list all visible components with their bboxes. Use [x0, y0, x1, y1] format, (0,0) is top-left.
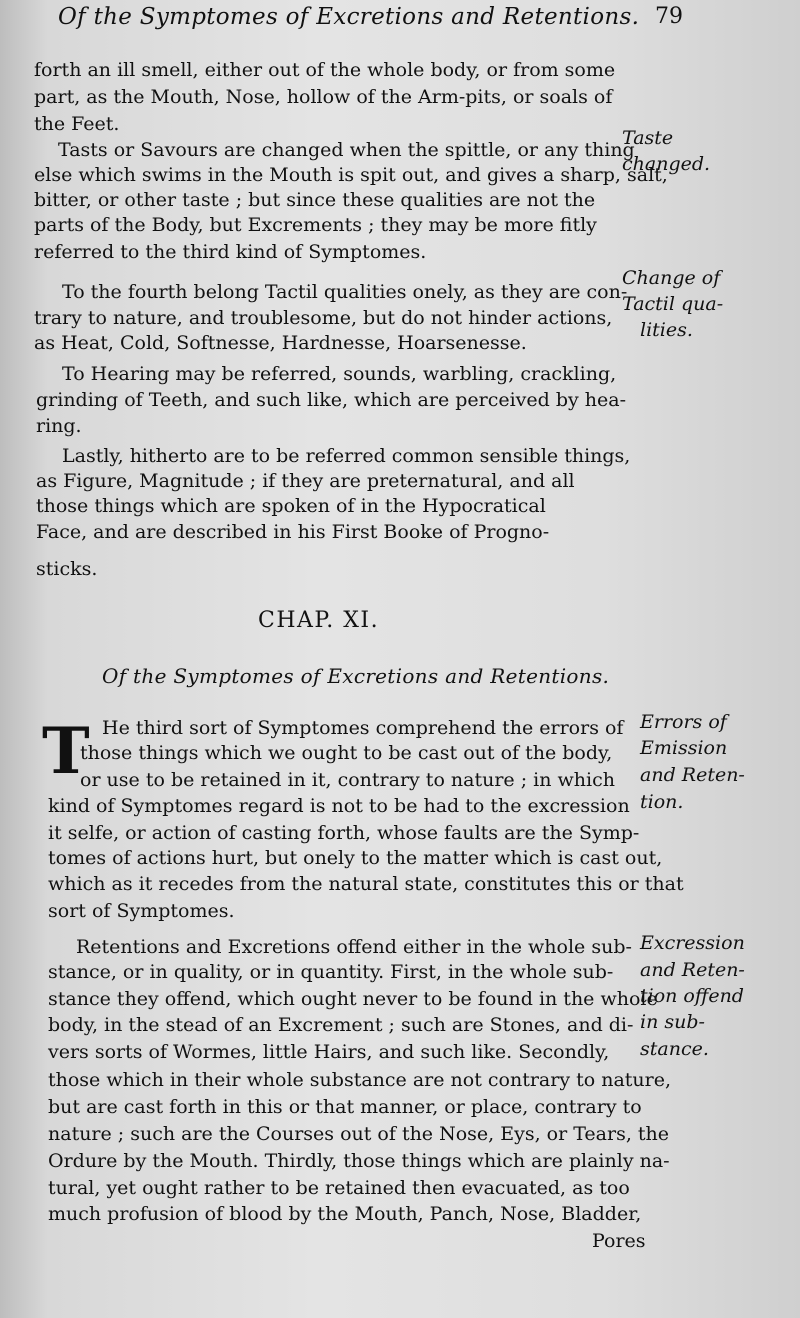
text-line: much profusion of blood by the Mouth, Panch, Nose, Bladder, — [48, 1203, 642, 1225]
text-line: referred to the third kind of Symptomes. — [34, 241, 427, 263]
chapter-subtitle: Of the Symptomes of Excretions and Retentions. — [102, 664, 610, 688]
text-line: as Figure, Magnitude ; if they are preternatural, and all — [36, 470, 575, 492]
text-line: tural, yet ought rather to be retained then evacuated, as too — [48, 1177, 630, 1199]
margin-note: stance. — [640, 1038, 709, 1060]
text-line: body, in the stead of an Excrement ; such are Stones, and di- — [48, 1014, 634, 1036]
text-line: it selfe, or action of casting forth, whose faults are the Symp- — [48, 822, 640, 844]
text-line: Retentions and Excretions offend either in the whole sub- — [76, 936, 632, 958]
text-line: He third sort of Symptomes comprehend the errors of — [102, 717, 624, 739]
text-line: grinding of Teeth, and such like, which are perceived by hea- — [36, 389, 627, 411]
text-line: tomes of actions hurt, but onely to the matter which is cast out, — [48, 847, 663, 869]
text-line: bitter, or other taste ; but since these qualities are not the — [34, 189, 596, 211]
margin-note: Excression — [640, 932, 745, 954]
text-line: Lastly, hitherto are to be referred common sensible things, — [62, 445, 631, 467]
text-line: which as it recedes from the natural state, constitutes this or that — [48, 873, 684, 895]
text-line: else which swims in the Mouth is spit out, and gives a sharp, salt, — [34, 164, 668, 186]
text-line: those things which we ought to be cast out of the body, — [80, 742, 613, 764]
margin-note: changed. — [622, 153, 711, 175]
margin-note: Errors of — [640, 711, 727, 733]
text-line: Face, and are described in his First Booke of Progno- — [36, 521, 550, 543]
text-line: Ordure by the Mouth. Thirdly, those things which are plainly na- — [48, 1150, 670, 1172]
text-line: To Hearing may be referred, sounds, warbling, crackling, — [62, 363, 617, 385]
margin-note: Tactil qua- — [622, 293, 724, 315]
margin-note: tion. — [640, 791, 684, 813]
drop-cap: T — [42, 714, 90, 789]
chapter-heading: CHAP. XI. — [258, 608, 380, 633]
margin-note: and Reten- — [640, 764, 745, 786]
margin-note: Change of — [622, 267, 721, 289]
text-line: ring. — [36, 415, 82, 437]
page-number: 79 — [655, 4, 683, 29]
text-line: kind of Symptomes regard is not to be had to the excression — [48, 795, 630, 817]
text-line: as Heat, Cold, Softnesse, Hardnesse, Hoarsenesse. — [34, 332, 527, 354]
margin-note: lities. — [640, 319, 693, 341]
margin-note: Emission — [640, 737, 728, 759]
text-line: Tasts or Savours are changed when the spittle, or any thing — [58, 139, 635, 161]
text-line: stance they offend, which ought never to be found in the whole — [48, 988, 658, 1010]
text-line: sort of Symptomes. — [48, 900, 235, 922]
text-line: the Feet. — [34, 113, 120, 135]
text-line: trary to nature, and troublesome, but do not hinder actions, — [34, 307, 613, 329]
text-line: those which in their whole substance are not contrary to nature, — [48, 1069, 672, 1091]
text-line: vers sorts of Wormes, little Hairs, and such like. Secondly, — [48, 1041, 610, 1063]
margin-note: Taste — [622, 127, 674, 149]
text-line: but are cast forth in this or that manner, or place, contrary to — [48, 1096, 642, 1118]
catchword: Pores — [592, 1230, 646, 1252]
text-line: parts of the Body, but Excrements ; they may be more fitly — [34, 214, 597, 236]
text-line: To the fourth belong Tactil qualities onely, as they are con- — [62, 281, 628, 303]
text-line: or use to be retained in it, contrary to nature ; in which — [80, 769, 615, 791]
text-line: forth an ill smell, either out of the whole body, or from some — [34, 59, 616, 81]
text-line: nature ; such are the Courses out of the Nose, Eys, or Tears, the — [48, 1123, 670, 1145]
text-line: sticks. — [36, 558, 98, 580]
text-line: stance, or in quality, or in quantity. First, in the whole sub- — [48, 961, 614, 983]
text-line: those things which are spoken of in the Hypocratical — [36, 495, 546, 517]
margin-note: in sub- — [640, 1011, 705, 1033]
text-line: part, as the Mouth, Nose, hollow of the Arm-pits, or soals of — [34, 86, 613, 108]
running-title: Of the Symptomes of Excretions and Retentions. — [58, 4, 640, 30]
margin-note: and Reten- — [640, 959, 745, 981]
margin-note: tion offend — [640, 985, 744, 1007]
